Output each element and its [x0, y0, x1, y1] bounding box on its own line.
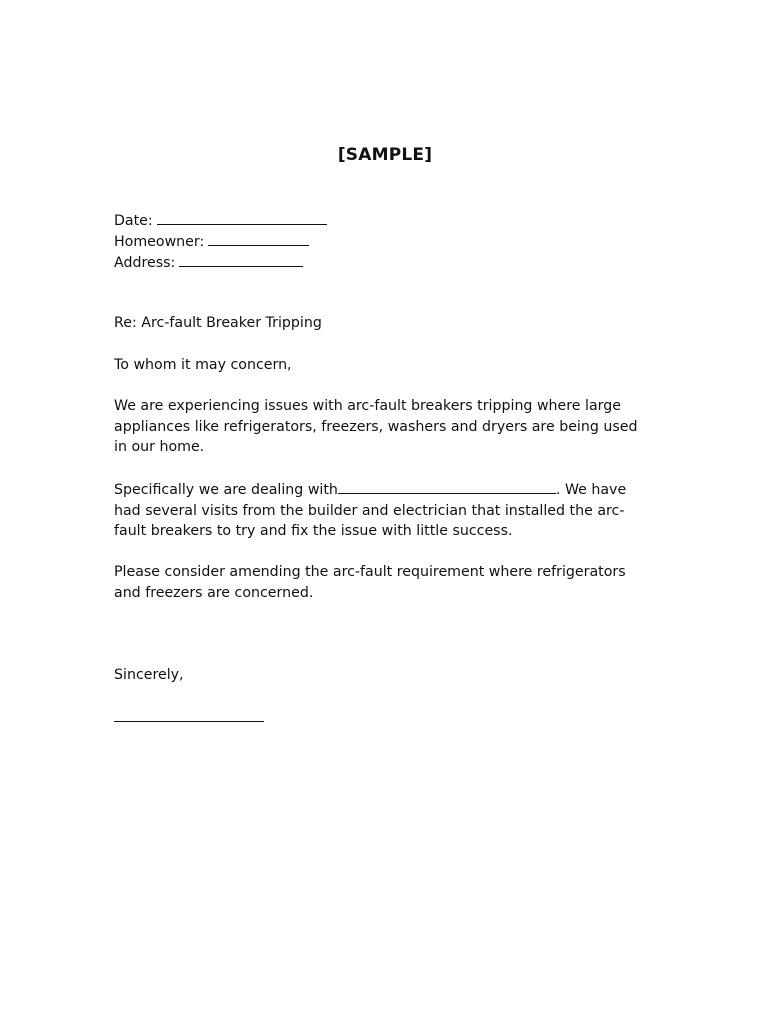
paragraph-2-start: Specifically we are dealing with [114, 482, 338, 498]
date-label: Date: [114, 213, 153, 229]
issue-blank-line[interactable] [338, 479, 556, 494]
address-label: Address: [114, 255, 176, 271]
paragraph-3: Please consider amending the arc-fault requirement where refrigerators and freezers are concerned. [114, 564, 626, 601]
homeowner-field-row [114, 231, 309, 253]
address-field-row [114, 252, 303, 274]
salutation: To whom it may concern, [114, 357, 292, 373]
paragraph-2-end: . We have had several visits from the builder and electrician that installed the arc-fault breakers to try and fix the issue with little success. [114, 482, 627, 539]
homeowner-blank-line[interactable] [208, 231, 309, 246]
signature-line[interactable] [114, 721, 264, 722]
letter-title: [SAMPLE] [337, 145, 433, 165]
homeowner-label: Homeowner: [114, 234, 205, 250]
date-field-row [114, 210, 327, 232]
address-blank-line[interactable] [179, 252, 303, 267]
closing: Sincerely, [114, 667, 184, 683]
subject-line: Re: Arc-fault Breaker Tripping [114, 315, 322, 331]
date-blank-line[interactable] [157, 210, 327, 225]
paragraph-2 [114, 479, 644, 542]
paragraph-1: We are experiencing issues with arc-fault breakers tripping where large appliances like refrigerators, freezers, washers and dryers are being used in our home. [114, 398, 638, 455]
